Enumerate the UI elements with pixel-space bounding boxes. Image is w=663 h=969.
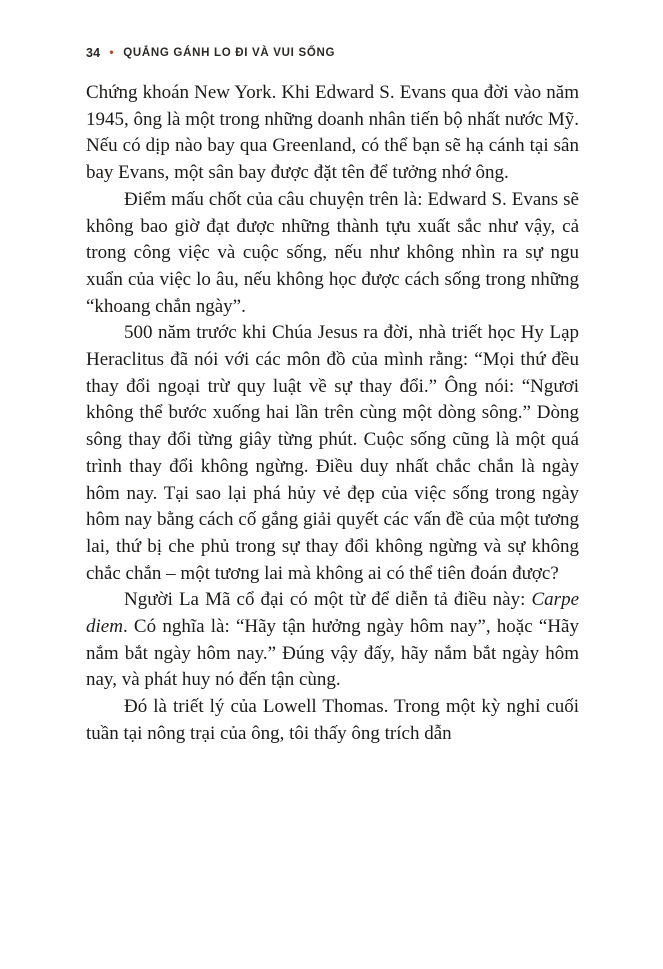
book-title: QUẲNG GÁNH LO ĐI VÀ VUI SỐNG: [123, 47, 336, 59]
page-number: 34: [86, 46, 101, 60]
paragraph: [86, 187, 579, 321]
text-segment: Chứng khoán New York. Khi Edward S. Evans qua đời vào năm 1945, ông là một trong những doanh nhân tiến bộ nhất nước Mỹ. Nếu có dịp nào bay qua Greenland, có thể bạn sẽ hạ cánh tại sân bay Evans, một sân bay được đặt tên để tưởng nhớ ông.: [86, 82, 579, 184]
text-segment: Người La Mã cổ đại có một từ để diễn tả điều này:: [124, 589, 532, 611]
italic-text-segment: Carpe diem: [86, 589, 579, 638]
page-body: [86, 80, 579, 748]
paragraph: [86, 320, 579, 587]
bullet-separator: •: [109, 45, 115, 59]
paragraph: [86, 80, 579, 187]
text-segment: 500 năm trước khi Chúa Jesus ra đời, nhà triết học Hy Lạp Heraclitus đã nói với các môn đồ của mình rằng: “Mọi thứ đều thay đổi ngoại trừ quy luật về sự thay đổi.” Ông nói: “Ngươi không thể bước xuống hai lần trên cùng một dòng sông.” Dòng sông thay đổi từng giây từng phút. Cuộc sống cũng là một quá trình thay đổi không ngừng. Điều duy nhất chắc chắn là ngày hôm nay. Tại sao lại phá hủy vẻ đẹp của việc sống trong ngày hôm nay bằng cách cố gắng giải quyết các vấn đề của một tương lai, thứ bị che phủ trong sự thay đổi không ngừng và sự không chắc chắn – một tương lai mà không ai có thể tiên đoán được?: [86, 322, 579, 584]
paragraph: [86, 587, 579, 694]
text-segment: . Có nghĩa là: “Hãy tận hưởng ngày hôm nay”, hoặc “Hãy nắm bắt ngày hôm nay.” Đúng vậy đấy, hãy nắm bắt ngày hôm nay, và phát huy nó đến tận cùng.: [86, 616, 579, 691]
text-segment: Điểm mấu chốt của câu chuyện trên là: Edward S. Evans sẽ không bao giờ đạt được những thành tựu xuất sắc như vậy, cả trong công việc và cuộc sống, nếu như không nhìn ra sự ngu xuẩn của việc lo âu, nếu không học được cách sống trong những “khoang chắn ngày”.: [86, 188, 579, 317]
text-segment: Đó là triết lý của Lowell Thomas. Trong một kỳ nghỉ cuối tuần tại nông trại của ông, tôi thấy ông trích dẫn: [86, 696, 579, 744]
page-header: [86, 46, 579, 60]
paragraph: [86, 694, 579, 747]
